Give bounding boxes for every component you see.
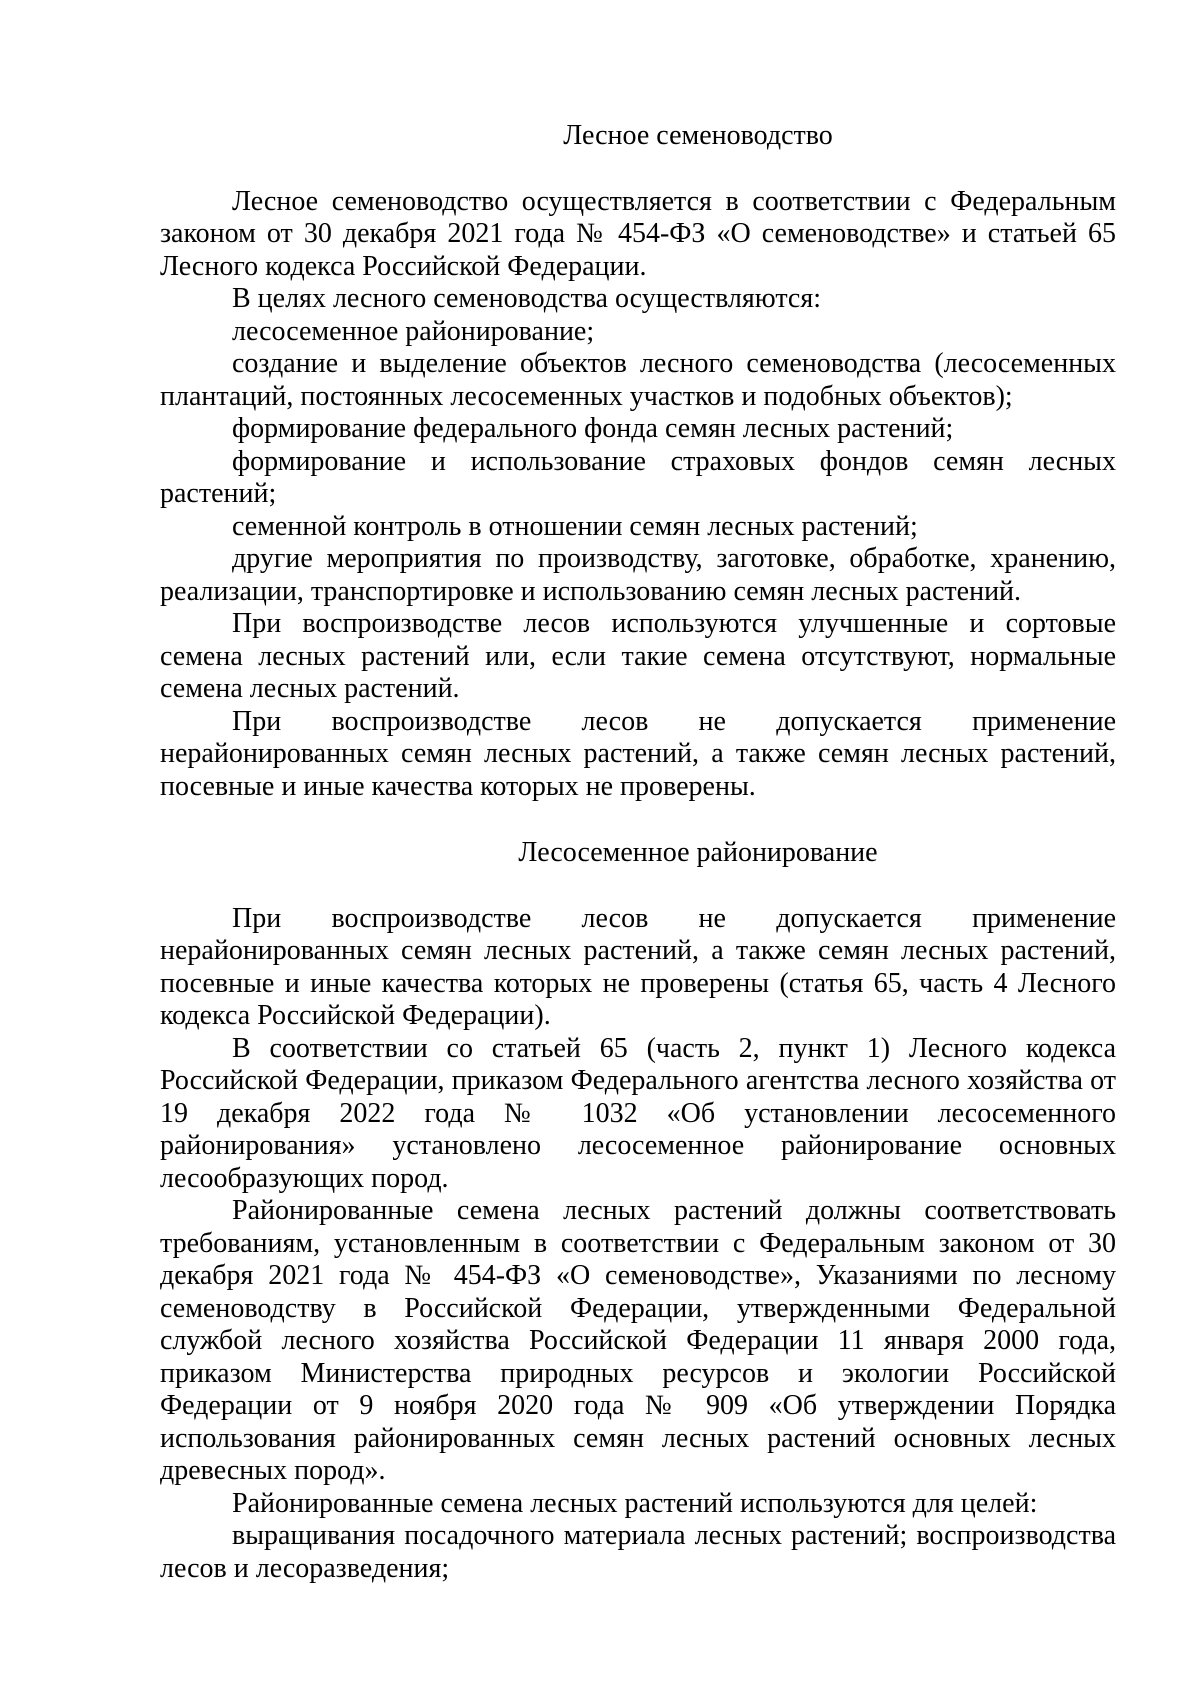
paragraph: При воспроизводстве лесов не допускается применение нерайонированных семян лесных растений, а также семян лесных растений, посевные и иные качества которых не проверены (статья 65, часть 4 Лесного кодекса Российской Федерации). [160, 902, 1116, 1031]
paragraph: При воспроизводстве лесов используются улучшенные и сортовые семена лесных растений или, если такие семена отсутствуют, нормальные семена лесных растений. [160, 608, 1116, 704]
list-item: формирование и использование страховых фондов семян лесных растений; [160, 445, 1116, 509]
section-heading-seed-zoning: Лесосеменное районирование [518, 837, 878, 868]
list-item: семенной контроль в отношении семян лесных растений; [232, 510, 918, 542]
list-item: формирование федерального фонда семян лесных растений; [232, 413, 954, 444]
paragraph: В целях лесного семеноводства осуществляются: [232, 283, 821, 314]
paragraph: Районированные семена лесных растений должны соответствовать требованиям, установленным в соответствии с Федеральным законом от 30 декабря 2021 года № 454-ФЗ «О семеноводстве», Указаниями по лесному семеноводству в Российской Федерации, утвержденными Федеральной службой лесного хозяйства Российской Федерации 11 января 2000 года, приказом Министерства природных ресурсов и экологии Российской Федерации от 9 ноября 2020 года № 909 «Об утверждении Порядка использования районированных семян лесных растений основных лесных древесных пород». [160, 1195, 1116, 1486]
paragraph: Районированные семена лесных растений используются для целей: [232, 1487, 1038, 1519]
document-body [160, 120, 1116, 1585]
list-item: лесосеменное районирование; [232, 315, 595, 347]
paragraph: Лесное семеноводство осуществляется в соответствии с Федеральным законом от 30 декабря 2021 года № 454-ФЗ «О семеноводстве» и статьей 65 Лесного кодекса Российской Федерации. [160, 185, 1116, 282]
list-item: выращивания посадочного материала лесных растений; воспроизводства лесов и лесоразведения; [160, 1520, 1116, 1584]
section-heading-seed-production: Лесное семеноводство [563, 120, 833, 151]
paragraph: При воспроизводстве лесов не допускается применение нерайонированных семян лесных растений, а также семян лесных растений, посевные и иные качества которых не проверены. [160, 705, 1116, 802]
paragraph: В соответствии со статьей 65 (часть 2, пункт 1) Лесного кодекса Российской Федерации, приказом Федерального агентства лесного хозяйства от 19 декабря 2022 года № 1032 «Об установлении лесосеменного районирования» установлено лесосеменное районирование основных лесообразующих пород. [160, 1032, 1116, 1194]
list-item: другие мероприятия по производству, заготовке, обработке, хранению, реализации, транспортировке и использованию семян лесных растений. [160, 543, 1116, 607]
list-item: создание и выделение объектов лесного семеноводства (лесосеменных плантаций, постоянных лесосеменных участков и подобных объектов); [160, 348, 1116, 412]
